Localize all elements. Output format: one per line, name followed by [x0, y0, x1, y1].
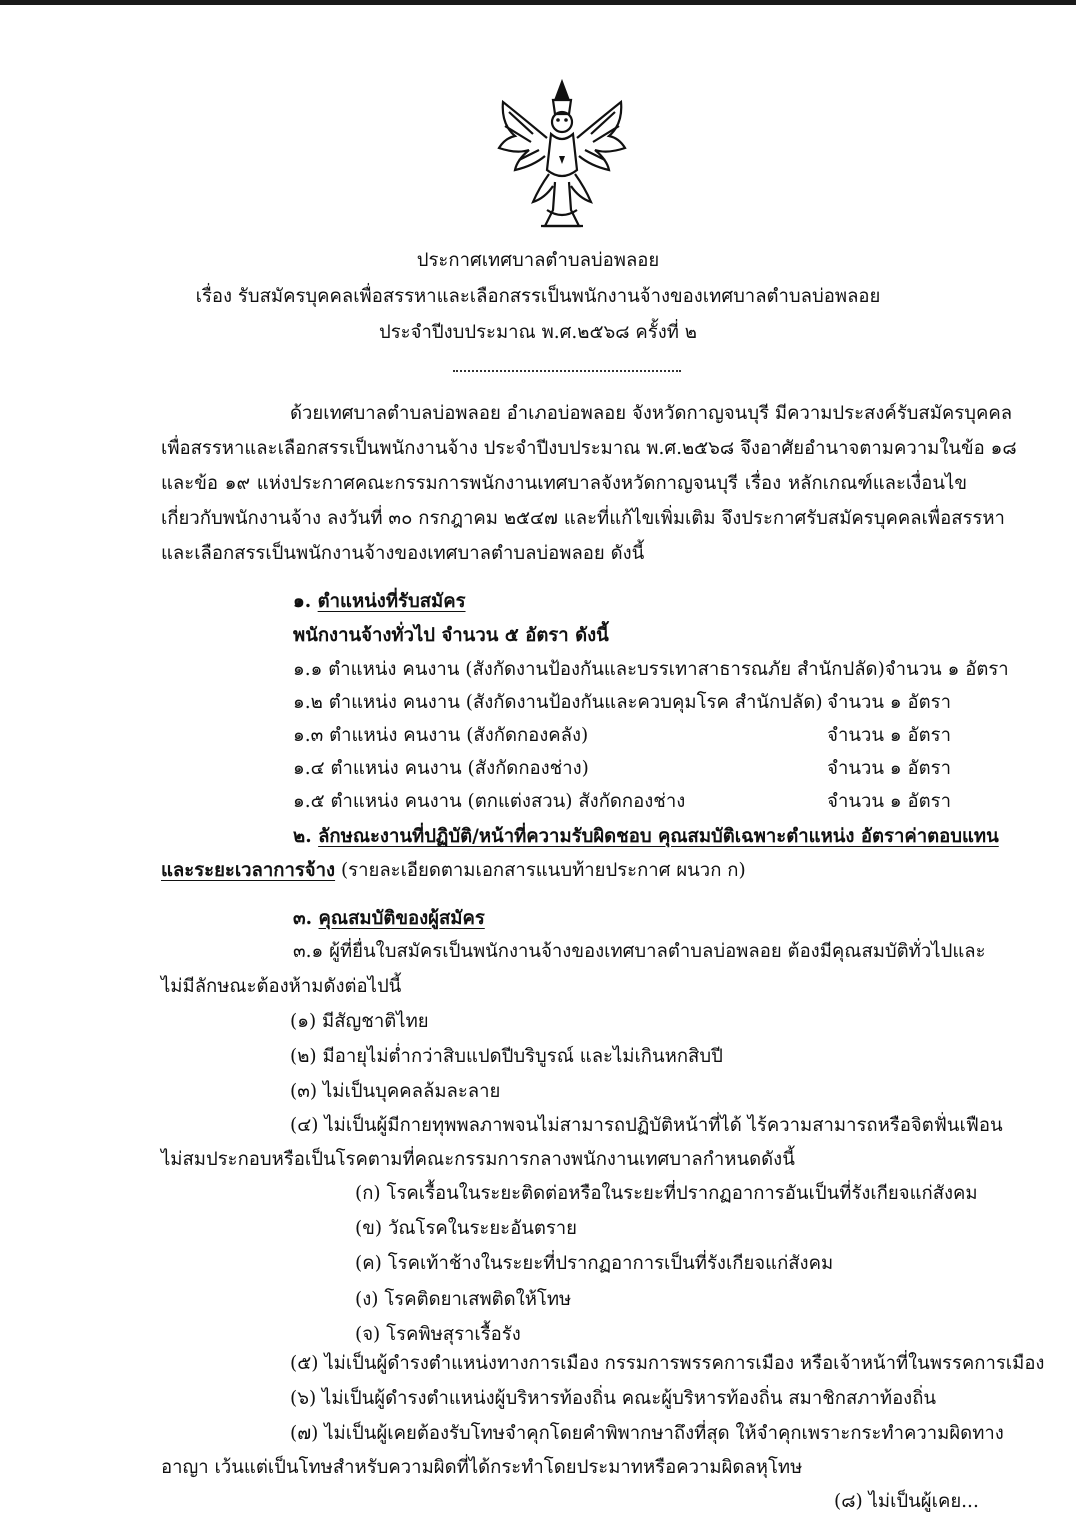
announcement-title: ประกาศเทศบาลตำบลบ่อพลอย	[416, 250, 660, 271]
qualification-item: (๗) ไม่เป็นผู้เคยต้องรับโทษจำคุกโดยคำพิพากษาถึงที่สุด ให้จำคุกเพราะกระทำความผิดทาง	[290, 1423, 1004, 1444]
disease-item: (จ) โรคพิษสุราเรื้อรัง	[355, 1324, 521, 1345]
intro-line-5: และเลือกสรรเป็นพนักงานจ้างของเทศบาลตำบลบ่อพลอย ดังนี้	[161, 543, 645, 564]
qualification-item: (๑) มีสัญชาติไทย	[290, 1011, 429, 1032]
dotted-separator	[453, 370, 681, 372]
fiscal-year-line: ประจำปีงบประมาณ พ.ศ.๒๕๖๘ ครั้งที่ ๒	[378, 322, 697, 343]
section-1-subheading: พนักงานจ้างทั่วไป จำนวน ๕ อัตรา ดังนี้	[293, 625, 609, 646]
position-title: ๑.๔ ตำแหน่ง คนงาน (สังกัดกองช่าง)	[293, 758, 589, 779]
position-title: ๑.๑ ตำแหน่ง คนงาน (สังกัดงานป้องกันและบรรเทาสาธารณภัย สำนักปลัด)	[293, 659, 885, 680]
qualification-item-continued: ไม่สมประกอบหรือเป็นโรคตามที่คณะกรรมการกลางพนักงานเทศบาลกำหนดดังนี้	[161, 1149, 795, 1170]
section-1-heading	[293, 590, 466, 613]
section-3-number: ๓.	[293, 908, 313, 929]
intro-line-1: ด้วยเทศบาลตำบลบ่อพลอย อำเภอบ่อพลอย จังหวัดกาญจนบุรี มีความประสงค์รับสมัครบุคคล	[290, 403, 1013, 424]
section-2-note: (รายละเอียดตามเอกสารแนบท้ายประกาศ ผนวก ก)	[335, 860, 746, 881]
section-2-number: ๒.	[293, 826, 312, 847]
qualification-item: (๒) มีอายุไม่ต่ำกว่าสิบแปดปีบริบูรณ์ และไม่เกินหกสิบปี	[290, 1046, 723, 1067]
position-row	[293, 757, 951, 780]
position-count: จำนวน ๑ อัตรา	[827, 692, 951, 713]
position-title: ๑.๓ ตำแหน่ง คนงาน (สังกัดกองคลัง)	[293, 725, 589, 746]
position-count: จำนวน ๑ อัตรา	[827, 758, 951, 779]
intro-line-3: และข้อ ๑๙ แห่งประกาศคณะกรรมการพนักงานเทศบาลจังหวัดกาญจนบุรี เรื่อง หลักเกณฑ์และเงื่อนไข	[161, 473, 967, 494]
position-title: ๑.๕ ตำแหน่ง คนงาน (ตกแต่งสวน) สังกัดกองช่าง	[293, 791, 686, 812]
disease-item: (ก) โรคเรื้อนในระยะติดต่อหรือในระยะที่ปรากฏอาการอันเป็นที่รังเกียจแก่สังคม	[355, 1183, 978, 1204]
section-2-title-line-2: และระยะเวลาการจ้าง	[161, 860, 336, 881]
disease-item: (ง) โรคติดยาเสพติดให้โทษ	[355, 1289, 572, 1310]
position-count: จำนวน ๑ อัตรา	[827, 791, 951, 812]
position-row	[293, 691, 951, 714]
section-1-title: ตำแหน่งที่รับสมัคร	[317, 591, 466, 612]
position-count: จำนวน ๑ อัตรา	[827, 725, 951, 746]
intro-line-2: เพื่อสรรหาและเลือกสรรเป็นพนักงานจ้าง ประจำปีงบประมาณ พ.ศ.๒๕๖๘ จึงอาศัยอำนาจตามความในข้อ ๑๘	[161, 438, 1017, 459]
section-1-number: ๑.	[293, 591, 312, 612]
position-count: จำนวน ๑ อัตรา	[884, 659, 1009, 680]
qualification-item: (๓) ไม่เป็นบุคคลล้มละลาย	[290, 1081, 501, 1102]
position-row	[293, 724, 951, 747]
scan-edge	[0, 0, 1076, 5]
garuda-emblem-icon	[493, 78, 631, 234]
page-continuation: (๘) ไม่เป็นผู้เคย...	[834, 1491, 979, 1512]
qualification-item: (๔) ไม่เป็นผู้มีกายทุพพลภาพจนไม่สามารถปฏิบัติหน้าที่ได้ ไร้ความสามารถหรือจิตฟั่นเฟือน	[290, 1115, 1003, 1136]
section-2-title-line-1: ลักษณะงานที่ปฏิบัติ/หน้าที่ความรับผิดชอบ คุณสมบัติเฉพาะตำแหน่ง อัตราค่าตอบแทน	[318, 826, 999, 847]
position-title: ๑.๒ ตำแหน่ง คนงาน (สังกัดงานป้องกันและควบคุมโรค สำนักปลัด)	[293, 692, 823, 713]
disease-item: (ข) วัณโรคในระยะอันตราย	[355, 1218, 578, 1239]
qualification-item-continued: อาญา เว้นแต่เป็นโทษสำหรับความผิดที่ได้กระทำโดยประมาทหรือความผิดลหุโทษ	[161, 1457, 803, 1478]
qualification-item: (๖) ไม่เป็นผู้ดำรงตำแหน่งผู้บริหารท้องถิ่น คณะผู้บริหารท้องถิ่น สมาชิกสภาท้องถิ่น	[290, 1388, 937, 1409]
section-2-heading	[293, 825, 999, 848]
section-3-title: คุณสมบัติของผู้สมัคร	[318, 908, 485, 929]
announcement-subject: เรื่อง รับสมัครบุคคลเพื่อสรรหาและเลือกสรรเป็นพนักงานจ้างของเทศบาลตำบลบ่อพลอย	[195, 286, 881, 307]
section-3-intro-line-1: ๓.๑ ผู้ที่ยื่นใบสมัครเป็นพนักงานจ้างของเทศบาลตำบลบ่อพลอย ต้องมีคุณสมบัติทั่วไปและ	[293, 941, 986, 962]
qualification-item: (๕) ไม่เป็นผู้ดำรงตำแหน่งทางการเมือง กรรมการพรรคการเมือง หรือเจ้าหน้าที่ในพรรคการเมือง	[290, 1353, 1045, 1374]
position-row	[293, 790, 951, 813]
section-3-heading	[293, 907, 485, 930]
intro-line-4: เกี่ยวกับพนักงานจ้าง ลงวันที่ ๓๐ กรกฎาคม ๒๕๔๗ และที่แก้ไขเพิ่มเติม จึงประกาศรับสมัครบุคคลเพื่อสรรหา	[161, 508, 1005, 529]
position-row	[293, 658, 1009, 681]
section-2-line-2	[161, 859, 746, 882]
disease-item: (ค) โรคเท้าช้างในระยะที่ปรากฏอาการเป็นที่รังเกียจแก่สังคม	[355, 1253, 834, 1274]
section-3-intro-line-2: ไม่มีลักษณะต้องห้ามดังต่อไปนี้	[161, 976, 402, 997]
